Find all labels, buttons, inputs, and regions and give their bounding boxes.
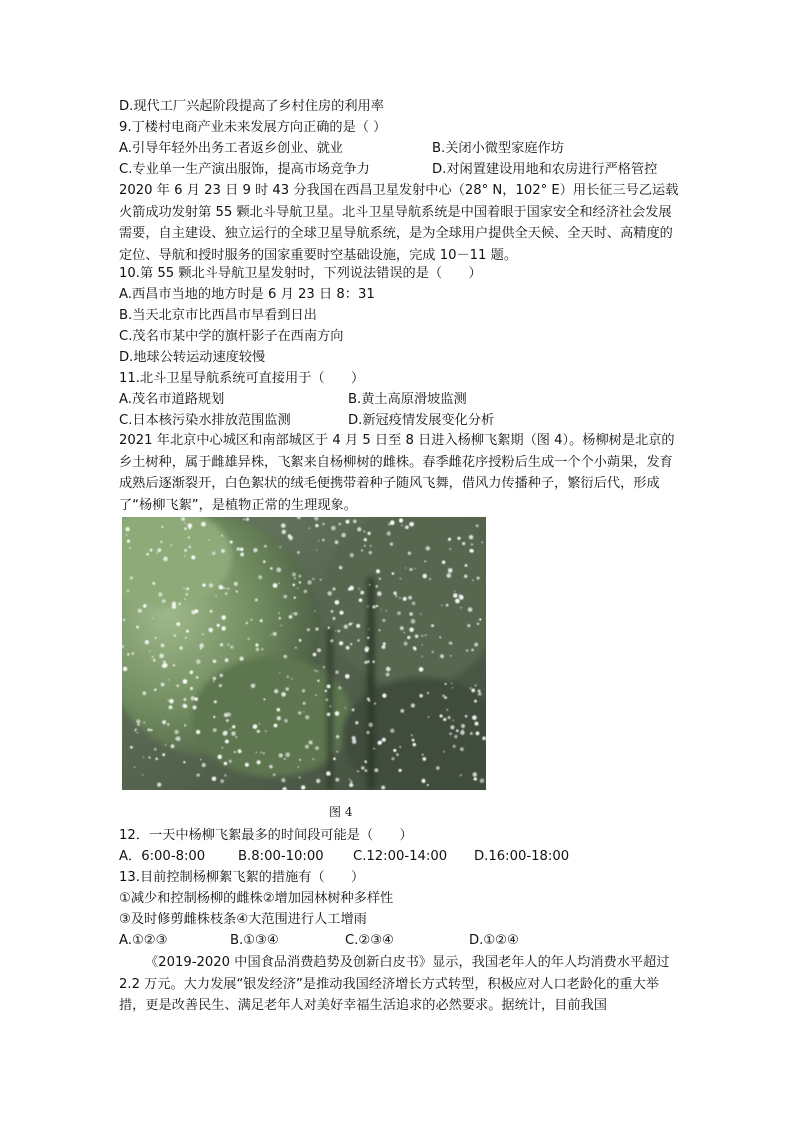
- q9-option-c: C.专业单一生产演出服饰，提高市场竞争力: [119, 162, 370, 177]
- question-12: 12．一天中杨柳飞絮最多的时间段可能是（ ）: [119, 828, 413, 843]
- q13-statements-1: ①减少和控制杨柳的雌株②增加园林树种多样性: [119, 891, 394, 906]
- q13-statements-2: ③及时修剪雌株枝条④大范围进行人工增雨: [119, 912, 367, 927]
- q10-option-a: A.西昌市当地的地方时是 6 月 23 日 8：31: [119, 287, 375, 302]
- q12-option-c: C.12:00-14:00: [353, 849, 448, 864]
- question-9: 9.丁楼村电商产业未来发展方向正确的是（ ）: [119, 120, 387, 135]
- q12-option-a: A．6:00-8:00: [119, 849, 206, 864]
- q10-option-d: D.地球公转运动速度较慢: [119, 350, 266, 365]
- q11-option-b: B.黄土高原滑坡监测: [348, 392, 467, 407]
- question-11: 11.北斗卫星导航系统可直接用于（ ）: [119, 371, 365, 386]
- q13-option-c: C.②③④: [345, 933, 394, 948]
- q11-option-a: A.茂名市道路规划: [119, 392, 225, 407]
- question-13: 13.目前控制杨柳絮飞絮的措施有（ ）: [119, 870, 365, 885]
- q8-option-d: D.现代工厂兴起阶段提高了乡村住房的利用率: [119, 99, 384, 114]
- q13-option-a: A.①②③: [119, 933, 168, 948]
- silver-economy-passage: 《2019-2020 中国食品消费趋势及创新白皮书》显示，我国老年人的年人均消费水平超过 2.2 万元。大力发展“银发经济”是推动我国经济增长方式转型，积极应对人口老龄化的重大举措，更是改善民生、满足老年人对美好幸福生活追求的必然要求。据统计，目前我国: [119, 955, 670, 1013]
- beidou-passage: 2020 年 6 月 23 日 9 时 43 分我国在西昌卫星发射中心（28° N，102° E）用长征三号乙运载火箭成功发射第 55 颗北斗导航卫星。北斗卫星导航系统是中国着眼于国家安全和经济社会发展需要，自主建设、独立运行的全球卫星导航系统，是为全球用户提供全天候、全天时、高精度的定位、导航和授时服务的国家重要时空基础设施，完成 10－11 题。: [119, 183, 679, 263]
- q10-option-c: C.茂名市某中学的旗杆影子在西南方向: [119, 329, 344, 344]
- q9-option-a: A.引导年轻外出务工者返乡创业、就业: [119, 141, 343, 156]
- q11-option-c: C.日本核污染水排放范围监测: [119, 413, 291, 428]
- q12-option-d: D.16:00-18:00: [474, 849, 570, 864]
- q13-option-b: B.①③④: [230, 933, 279, 948]
- willow-catkin-photo: [122, 517, 486, 790]
- q9-option-b: B.关闭小微型家庭作坊: [432, 141, 564, 156]
- question-10: 10.第 55 颗北斗导航卫星发射时，下列说法错误的是（ ）: [119, 266, 482, 281]
- q13-option-d: D.①②④: [469, 933, 519, 948]
- q9-option-d: D.对闲置建设用地和农房进行严格管控: [432, 162, 658, 177]
- willow-passage: 2021 年北京中心城区和南部城区于 4 月 5 日至 8 日进入杨柳飞絮期（图 4）。杨柳树是北京的乡土树种，属于雌雄异株，飞絮来自杨柳树的雌株。春季雌花序授粉后生成一个个小蒴果，发育成熟后逐渐裂开，白色絮状的绒毛便携带着种子随风飞舞，借风力传播种子，繁衍后代，形成了“杨柳飞絮”，是植物正常的生理现象。: [119, 433, 675, 513]
- q12-option-b: B.8:00-10:00: [238, 849, 324, 864]
- figure-caption: 图 4: [329, 805, 353, 819]
- q11-option-d: D.新冠疫情发展变化分析: [348, 413, 495, 428]
- willow-photo-image: [122, 517, 486, 790]
- q10-option-b: B.当天北京市比西昌市早看到日出: [119, 308, 317, 323]
